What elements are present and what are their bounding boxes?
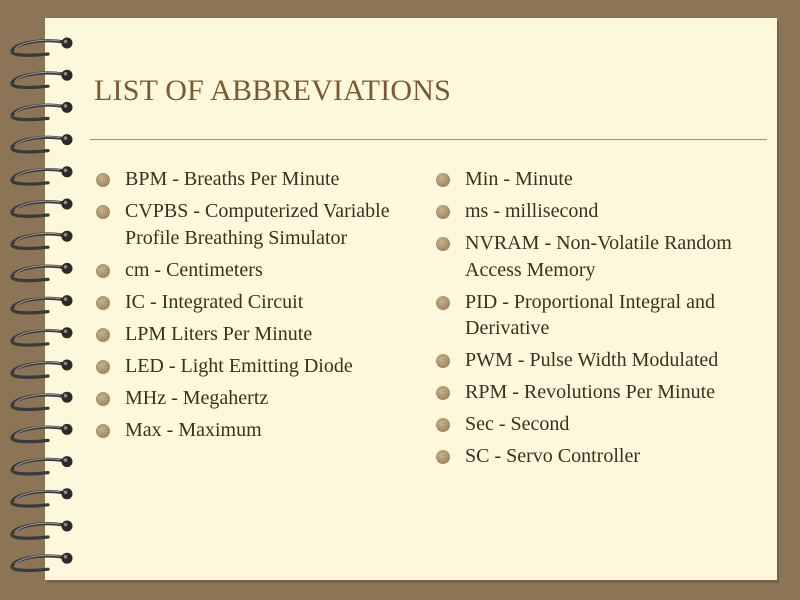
- circle-bullet-icon: [436, 386, 450, 400]
- list-item: [96, 353, 396, 380]
- circle-bullet-icon: [96, 296, 110, 310]
- circle-bullet-icon: [436, 450, 450, 464]
- title-divider: [90, 139, 767, 141]
- spiral-ring-icon: [12, 295, 73, 313]
- list-item-text: LPM Liters Per Minute: [125, 322, 313, 345]
- spiral-ring-icon: [12, 488, 73, 506]
- list-item-text: Min - Minute: [465, 168, 573, 190]
- spiral-ring-icon: [12, 231, 73, 249]
- spiral-ring-icon: [12, 134, 73, 152]
- list-item-text: MHz - Megahertz: [125, 386, 269, 409]
- list-item: [436, 198, 766, 225]
- list-item: [436, 289, 766, 342]
- spiral-ring-icon: [12, 360, 73, 378]
- circle-bullet-icon: [96, 424, 110, 438]
- circle-bullet-icon: [436, 354, 450, 368]
- spiral-ring-icon: [12, 521, 73, 539]
- circle-bullet-icon: [436, 173, 450, 187]
- list-item-text: ms - millisecond: [465, 200, 599, 222]
- list-item-text: LED - Light Emitting Diode: [125, 354, 353, 377]
- list-item: [96, 321, 396, 348]
- spiral-ring-icon: [12, 263, 73, 281]
- abbreviation-list-left: [96, 166, 396, 449]
- spiral-ring-icon: [12, 553, 73, 571]
- list-item-text: PID - Proportional Integral and Derivative: [465, 290, 715, 339]
- list-item: [96, 198, 396, 251]
- list-item-text: RPM - Revolutions Per Minute: [465, 381, 716, 403]
- list-item-text: NVRAM - Non-Volatile Random Access Memory: [465, 232, 732, 281]
- list-item-text: SC - Servo Controller: [465, 445, 640, 467]
- list-item: [96, 417, 396, 444]
- abbreviation-list-right: [436, 166, 766, 475]
- spiral-ring-icon: [12, 327, 73, 345]
- spiral-ring-icon: [12, 392, 73, 410]
- spiral-ring-icon: [12, 38, 73, 56]
- circle-bullet-icon: [436, 296, 450, 310]
- list-item-text: BPM - Breaths Per Minute: [125, 168, 340, 190]
- circle-bullet-icon: [96, 328, 110, 342]
- list-item: [436, 230, 766, 283]
- circle-bullet-icon: [96, 264, 110, 278]
- spiral-ring-icon: [12, 70, 73, 88]
- list-item: [96, 385, 396, 412]
- circle-bullet-icon: [436, 205, 450, 219]
- spiral-binding-icon: [0, 0, 90, 600]
- circle-bullet-icon: [436, 418, 450, 432]
- circle-bullet-icon: [96, 360, 110, 374]
- list-item-text: Max - Maximum: [125, 418, 262, 441]
- list-item: [436, 379, 766, 406]
- circle-bullet-icon: [96, 205, 110, 219]
- list-item-text: CVPBS - Computerized Variable Profile Breathing Simulator: [125, 200, 390, 249]
- spiral-ring-icon: [12, 424, 73, 442]
- list-item: [436, 166, 766, 193]
- circle-bullet-icon: [96, 392, 110, 406]
- list-item: [96, 257, 396, 284]
- list-item-text: IC - Integrated Circuit: [125, 290, 304, 313]
- list-item: [436, 443, 766, 470]
- spiral-ring-icon: [12, 166, 73, 184]
- circle-bullet-icon: [96, 173, 110, 187]
- spiral-ring-icon: [12, 199, 73, 217]
- spiral-ring-icon: [12, 102, 73, 120]
- list-item: [436, 411, 766, 438]
- list-item: [96, 289, 396, 316]
- list-item: [436, 347, 766, 374]
- spiral-ring-icon: [12, 456, 73, 474]
- list-item-text: cm - Centimeters: [125, 258, 263, 281]
- slide-title: LIST OF ABBREVIATIONS: [94, 74, 452, 107]
- list-item-text: PWM - Pulse Width Modulated: [465, 349, 719, 371]
- circle-bullet-icon: [436, 237, 450, 251]
- list-item-text: Sec - Second: [465, 413, 570, 435]
- list-item: [96, 166, 396, 193]
